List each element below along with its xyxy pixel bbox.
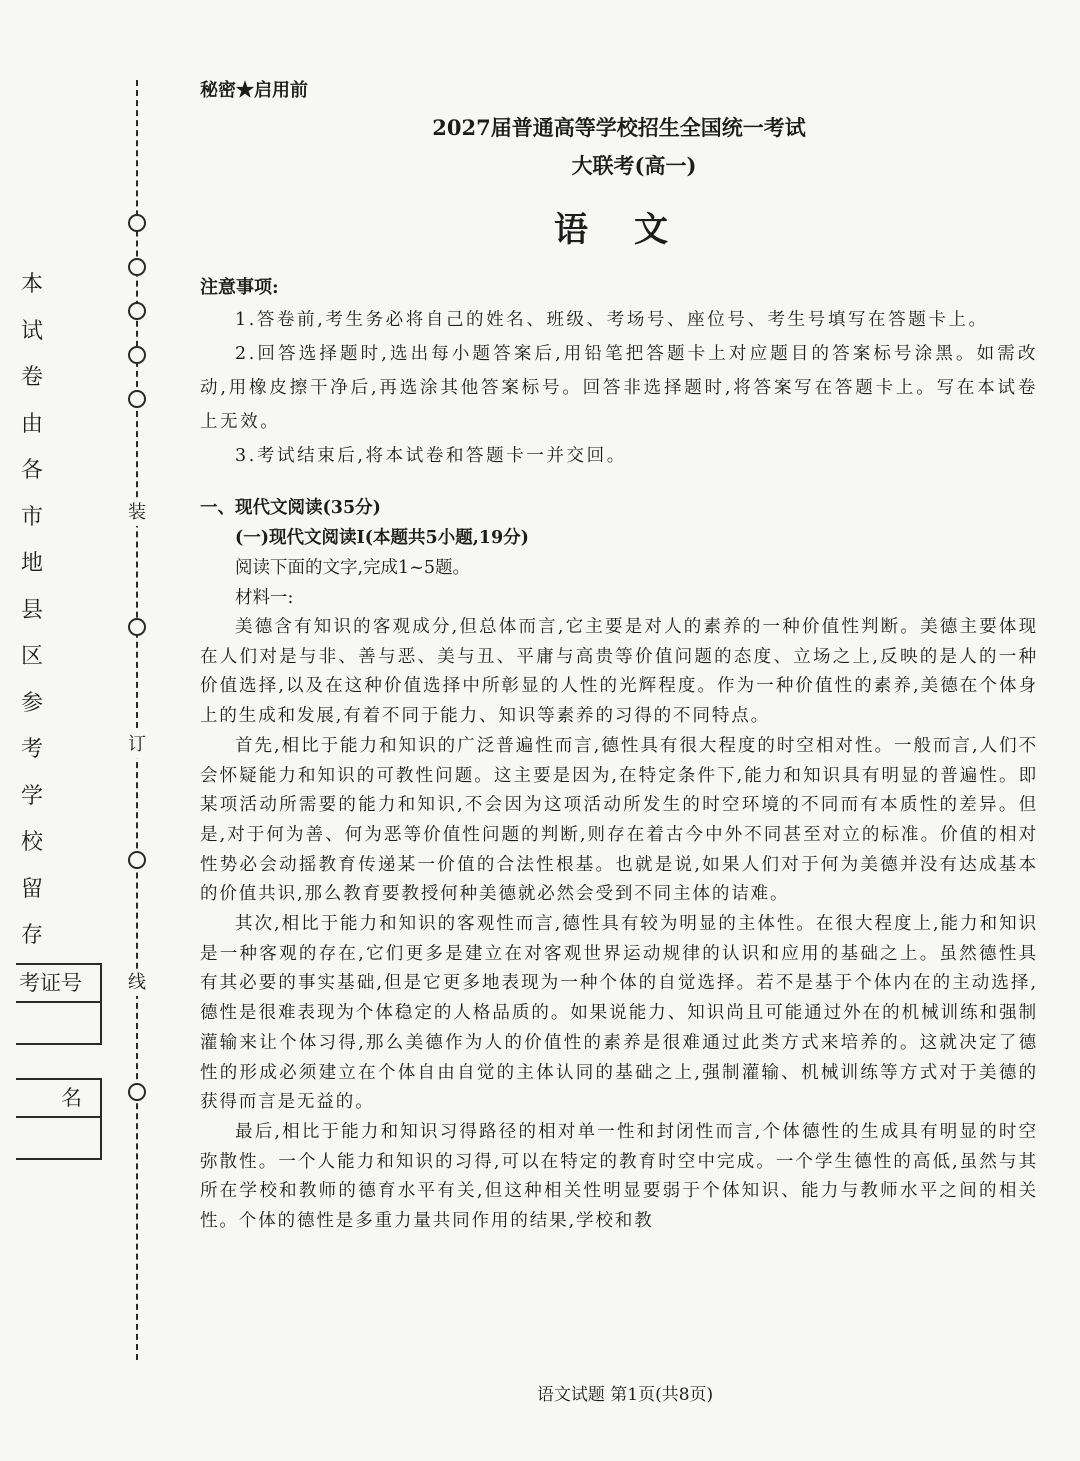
notice-item: 3.考试结束后,将本试卷和答题卡一并交回。 bbox=[235, 446, 627, 466]
material-text bbox=[200, 613, 1038, 1237]
binding-hole-icon bbox=[128, 214, 146, 232]
binding-hole-icon bbox=[128, 1083, 146, 1101]
binding-hole-icon bbox=[128, 302, 146, 320]
exam-number-blank[interactable] bbox=[16, 1003, 100, 1043]
notice-item: 2.回答选择题时,选出每小题答案后,用铅笔把答题卡上对应题目的答案标号涂黑。如需改动,用橡皮擦干净后,再选涂其他答案标号。回答非选择题时,将答案写在答题卡上。写在本试卷上无效。 bbox=[200, 344, 1038, 432]
binding-label-xian: 线 bbox=[124, 970, 150, 996]
material-label: 材料一: bbox=[235, 588, 294, 608]
exam-title: 2027届普通高等学校招生全国统一考试 bbox=[432, 115, 806, 140]
margin-vertical-notice bbox=[18, 262, 46, 960]
margin-char: 考 bbox=[20, 737, 43, 762]
page-footer: 语文试题 第1页(共8页) bbox=[536, 1385, 714, 1405]
notice-list bbox=[200, 303, 1038, 473]
binding-hole-icon bbox=[128, 618, 146, 636]
binding-label-zhuang: 装 bbox=[124, 500, 150, 526]
secret-mark: 秘密★启用前 bbox=[200, 80, 308, 101]
margin-char: 市 bbox=[20, 504, 43, 530]
notice-heading: 注意事项: bbox=[200, 277, 279, 298]
binding-hole-icon bbox=[128, 258, 146, 276]
margin-char: 试 bbox=[20, 318, 43, 344]
binding-label-ding: 订 bbox=[124, 732, 150, 758]
margin-char: 地 bbox=[20, 551, 43, 576]
margin-char: 校 bbox=[20, 830, 43, 855]
margin-char: 参 bbox=[20, 690, 43, 716]
exam-content bbox=[200, 72, 1038, 1237]
margin-char: 卷 bbox=[20, 365, 43, 390]
margin-char: 存 bbox=[20, 923, 43, 948]
binding-hole-icon bbox=[128, 851, 146, 869]
margin-char: 留 bbox=[20, 876, 43, 902]
name-blank[interactable] bbox=[16, 1118, 100, 1158]
exam-number-label: 考证号 bbox=[16, 965, 100, 1003]
reading-instruction: 阅读下面的文字,完成1~5题。 bbox=[235, 558, 470, 578]
name-field[interactable] bbox=[16, 1078, 102, 1160]
margin-char: 县 bbox=[20, 597, 43, 623]
exam-subtitle: 大联考(高一) bbox=[571, 153, 697, 178]
subsection-heading: (一)现代文阅读Ⅰ(本题共5小题,19分) bbox=[235, 528, 529, 548]
binding-hole-icon bbox=[128, 346, 146, 364]
binding-hole-icon bbox=[128, 390, 146, 408]
subject-title: 语文 bbox=[554, 210, 714, 250]
margin-char: 各 bbox=[20, 458, 43, 483]
paragraph: 首先,相比于能力和知识的广泛普遍性而言,德性具有很大程度的时空相对性。一般而言,人们不会怀疑能力和知识的可教性问题。这主要是因为,在特定条件下,能力和知识具有明显的普遍性。即某项活动所需要的能力和知识,不会因为这项活动所发生的时空环境的不同而有本质性的差异。但是,对于何为善、何为恶等价值性问题的判断,则存在着古今中外不同甚至对立的标准。价值的相对性势必会动摇教育传递某一价值的合法性根基。也就是说,如果人们对于何为美德并没有达成基本的价值共识,那么教育要教授何种美德就必然会受到不同主体的诘难。 bbox=[200, 735, 1038, 905]
notice-item: 1.答卷前,考生务必将自己的姓名、班级、考场号、座位号、考生号填写在答题卡上。 bbox=[235, 310, 989, 330]
paragraph: 美德含有知识的客观成分,但总体而言,它主要是对人的素养的一种价值性判断。美德主要体现在人们对是与非、善与恶、美与丑、平庸与高贵等价值问题的态度、立场之上,反映的是人的一种价值选择,以及在这种价值选择中所彰显的人性的光辉程度。作为一种价值性的素养,美德在个体身上的生成和发展,有着不同于能力、知识等素养的习得的不同特点。 bbox=[200, 617, 1038, 727]
margin-char: 学 bbox=[20, 783, 43, 809]
name-label: 名 bbox=[16, 1080, 100, 1118]
margin-char: 本 bbox=[20, 272, 43, 297]
margin-char: 由 bbox=[20, 411, 43, 437]
section-heading: 一、现代文阅读(35分) bbox=[200, 498, 381, 518]
paragraph: 其次,相比于能力和知识的客观性而言,德性具有较为明显的主体性。在很大程度上,能力和知识是一种客观的存在,它们更多是建立在对客观世界运动规律的认识和应用的基础之上。虽然德性具有其必要的事实基础,但是它更多地表现为一种个体的自觉选择。若不是基于个体内在的主动选择,德性是很难表现为个体稳定的人格品质的。如果说能力、知识尚且可能通过外在的机械训练和强制灌输来让个体习得,那么美德作为人的价值性的素养是很难通过此类方式来培养的。这就决定了德性的形成必须建立在个体自由自觉的主体认同的基础之上,强制灌输、机械训练等方式对于美德的获得而言是无益的。 bbox=[200, 914, 1038, 1113]
paragraph: 最后,相比于能力和知识习得路径的相对单一性和封闭性而言,个体德性的生成具有明显的时空弥散性。一个人能力和知识的习得,可以在特定的教育时空中完成。一个学生德性的高低,虽然与其所在学校和教师的德育水平有关,但这种相关性明显要弱于个体知识、能力与教师水平之间的相关性。个体的德性是多重力量共同作用的结果,学校和教 bbox=[200, 1121, 1038, 1232]
exam-number-field[interactable] bbox=[16, 963, 102, 1045]
margin-char: 区 bbox=[20, 644, 43, 669]
